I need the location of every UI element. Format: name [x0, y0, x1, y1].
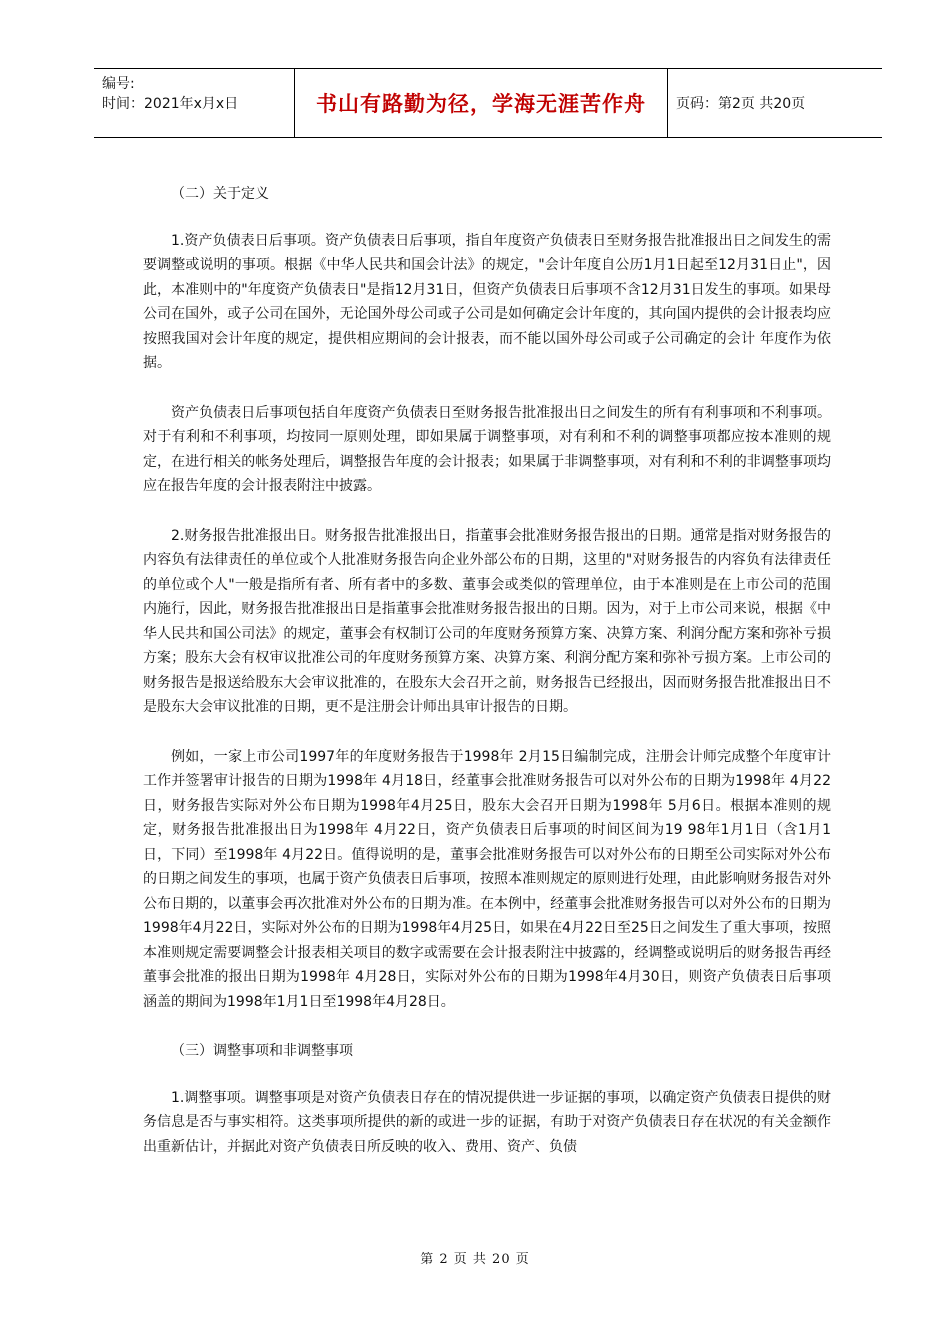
- header-meta-cell: [94, 69, 295, 137]
- paragraph-definition-1: 1.资产负债表日后事项。资产负债表日后事项，指自年度资产负债表日至财务报告批准报出日之间发生的需要调整或说明的事项。根据《中华人民共和国会计法》的规定，"会计年度自公历1月1日起至12月31日止"，因此，本准则中的"年度资产负债表日"是指12月31日，但资产负债表日后事项不含12月31日发生的事项。如果母公司在国外，或子公司在国外，无论国外母公司或子公司是如何确定会计年度的，其向国内提供的会计报表均应按照我国对会计年度的规定，提供相应期间的会计报表，而不能以国外母公司或子公司确定的会计 年度作为依据。: [143, 232, 831, 371]
- header-motto-cell: [295, 69, 668, 137]
- document-body: [143, 182, 831, 1159]
- header-motto: 书山有路勤为径，学海无涯苦作舟: [316, 91, 646, 116]
- header-page-label: 页码：第2页 共20页: [676, 96, 806, 112]
- paragraph-definition-2: 2.财务报告批准报出日。财务报告批准报出日，指董事会批准财务报告报出的日期。通常是指对财务报告的内容负有法律责任的单位或个人批准财务报告向企业外部公布的日期，这里的"对财务报告的内容负有法律责任的单位或个人"一般是指所有者、所有者中的多数、董事会或类似的管理单位，由于本准则是在上市公司的范围内施行，因此，财务报告批准报出日是指董事会批准财务报告报出的日期。因为，对于上市公司来说，根据《中华人民共和国公司法》的规定，董事会有权制订公司的年度财务预算方案、决算方案、利润分配方案和弥补亏损方案；股东大会有权审议批准公司的年度财务预算方案、决算方案、利润分配方案和弥补亏损方案。上市公司的财务报告是报送给股东大会审议批准的，在股东大会召开之前，财务报告已经报出，因而财务报告批准报出日不是股东大会审议批准的日期，更不是注册会计师出具审计报告的日期。: [143, 527, 831, 715]
- paragraph-adjusting-events: 1.调整事项。调整事项是对资产负债表日存在的情况提供进一步证据的事项，以确定资产负债表日提供的财务信息是否与事实相符。这类事项所提供的新的或进一步的证据，有助于对资产负债表日存在状况的有关金额作出重新估计，并据此对资产负债表日所反映的收入、费用、资产、负债: [143, 1089, 831, 1155]
- header-page-cell: [668, 69, 882, 137]
- section-heading-2: （二）关于定义: [171, 186, 269, 202]
- paragraph-favorable-unfavorable: 资产负债表日后事项包括自年度资产负债表日至财务报告批准报出日之间发生的所有有利事项和不利事项。对于有利和不利事项，均按同一原则处理，即如果属于调整事项，对有利和不利的调整事项都应按本准则的规定，在进行相关的帐务处理后，调整报告年度的会计报表；如果属于非调整事项，对有利和不利的非调整事项均应在报告年度的会计报表附注中披露。: [143, 404, 831, 494]
- document-number-label: 编号:: [102, 76, 135, 92]
- section-heading-3: （三）调整事项和非调整事项: [171, 1043, 353, 1059]
- paragraph-example: 例如，一家上市公司1997年的年度财务报告于1998年 2月15日编制完成，注册会计师完成整个年度审计工作并签署审计报告的日期为1998年 4月18日，经董事会批准财务报告可以对外公布的日期为1998年 4月22日，财务报告实际对外公布日期为1998年4月25日，股东大会召开日期为1998年 5月6日。根据本准则的规定，财务报告批准报出日为1998年 4月22日，资产负债表日后事项的时间区间为19 98年1月1日（含1月1日，下同）至1998年 4月22日。值得说明的是，董事会批准财务报告可以对外公布的日期至公司实际对外公布的日期之间发生的事项，也属于资产负债表日后事项，按照本准则规定的原则进行处理，由此影响财务报告对外公布日期的，以董事会再次批准对外公布的日期为准。在本例中，经董事会批准财务报告可以对外公布的日期为1998年4月22日，实际对外公布的日期为1998年4月25日，如果在4月22日至25日之间发生了重大事项，按照本准则规定需要调整会计报表相关项目的数字或需要在会计报表附注中披露的，经调整或说明后的财务报告再经董事会批准的报出日期为1998年 4月28日，实际对外公布的日期为1998年4月30日，则资产负债表日后事项涵盖的期间为1998年1月1日至1998年4月28日。: [143, 748, 831, 1010]
- page-header: [94, 68, 882, 138]
- document-time-label: 时间：2021年x月x日: [102, 96, 239, 112]
- page-footer: 第 2 页 共 20 页: [420, 1252, 530, 1267]
